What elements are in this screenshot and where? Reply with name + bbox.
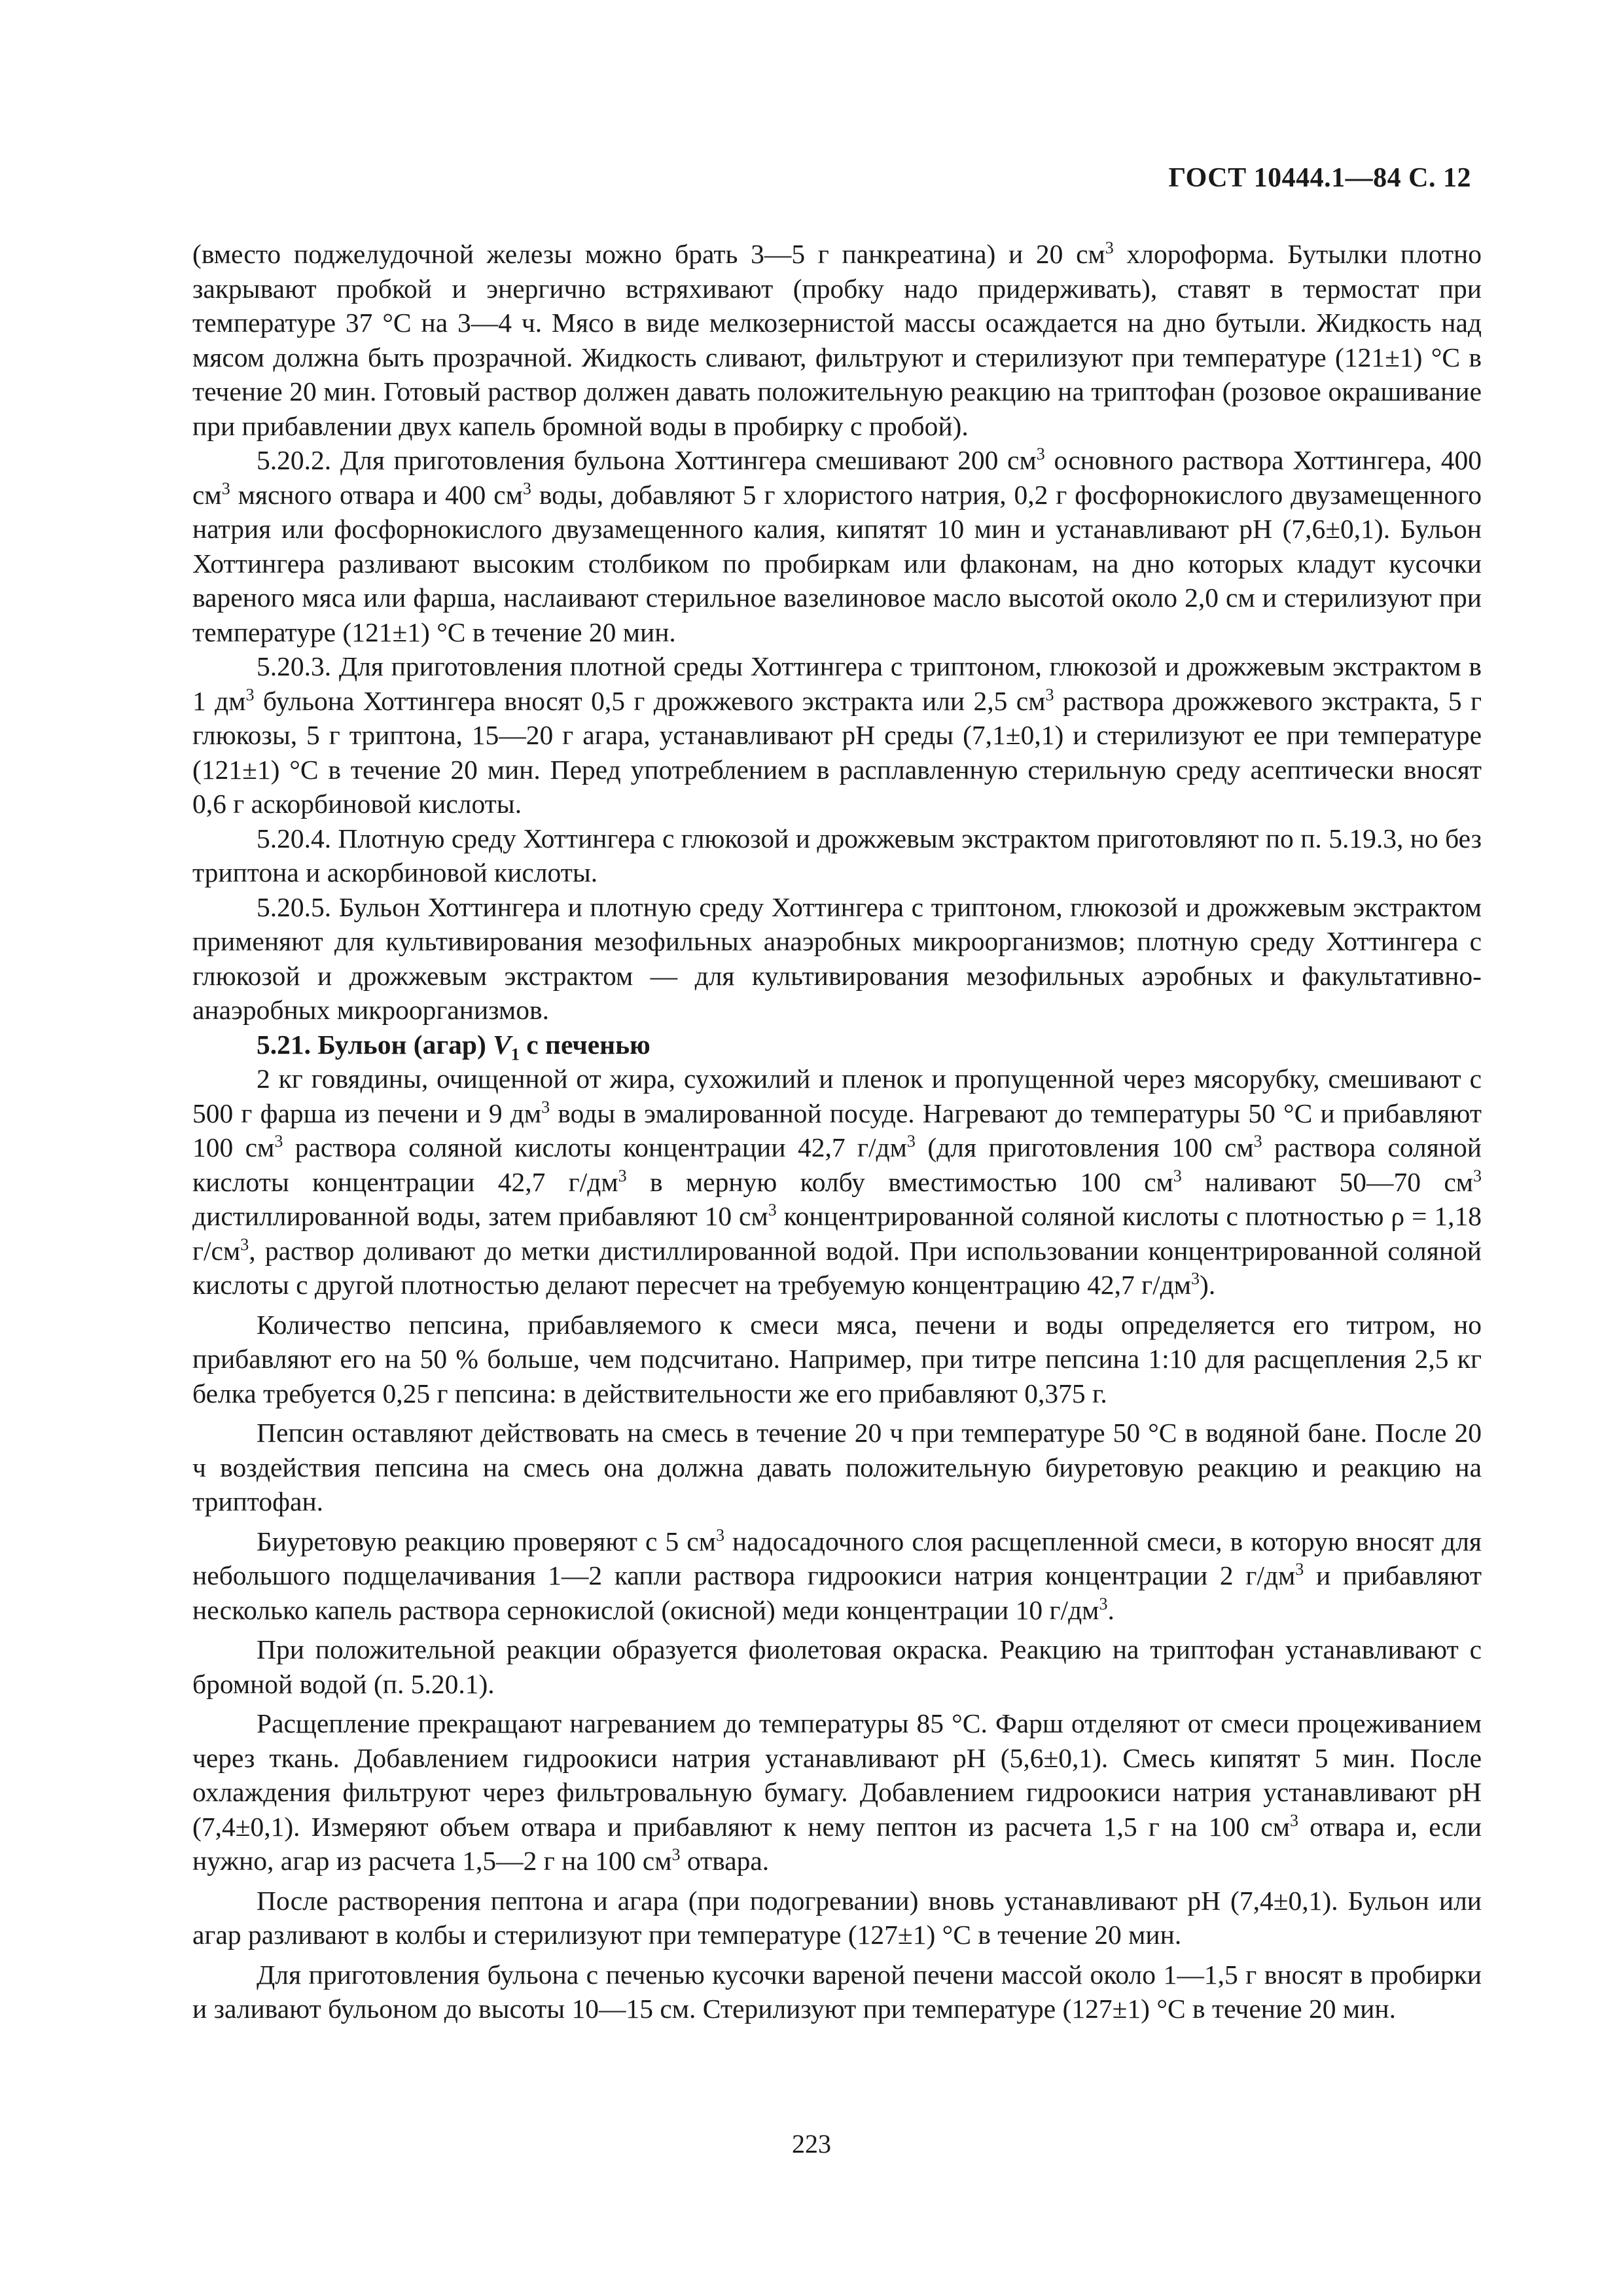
text-run: ). [1200, 1270, 1216, 1300]
text-run: наливают 50—70 см [1181, 1166, 1473, 1197]
superscript: 3 [1036, 444, 1045, 464]
superscript: 3 [1105, 238, 1114, 258]
superscript: 3 [1473, 1166, 1482, 1185]
superscript: 3 [671, 1845, 681, 1865]
paragraph-5-20-4: 5.20.4. Плотную среду Хоттингера с глюкозой и дрожжевым экстрактом приготовляют по п. 5.19.3, но без триптона и аскорбиновой кислоты. [192, 823, 1482, 888]
heading-symbol: V [493, 1029, 511, 1060]
paragraph-preparation [192, 1062, 1482, 1302]
text-run: в мерную колбу вместимостью 100 см [626, 1166, 1173, 1197]
text-run: раствора соляной кислоты концентрации 42,7 г/дм [283, 1132, 907, 1162]
paragraph-positive-reaction: При положительной реакции образуется фиолетовая окраска. Реакцию на триптофан устанавливают с бромной водой (п. 5.20.1). [192, 1634, 1482, 1699]
text-run: 2 кг говядины, очищенной от жира, сухожилий и пленок и пропущенной через мясорубку, смешивают с 500 г фарша из печени и 9 дм [192, 1064, 1482, 1128]
text-run: (для приготовления 100 см [915, 1132, 1254, 1162]
text-run: раствора соляной кислоты концентрации 42,7 г/дм [192, 1132, 1482, 1197]
superscript: 3 [221, 478, 230, 498]
paragraph-digestion-stop [192, 1706, 1482, 1878]
superscript: 3 [541, 1097, 550, 1117]
paragraph-biuret-test [192, 1524, 1482, 1628]
superscript: 3 [1099, 1594, 1108, 1613]
paragraph-5-20-3 [192, 649, 1482, 821]
text-run: основного раствора Хоттингера, 400 см [192, 445, 1482, 510]
section-heading-5-21 [192, 1028, 1482, 1062]
text-run: . [1107, 1594, 1115, 1625]
page-number: 223 [792, 2129, 831, 2159]
text-run: бульона Хоттингера вносят 0,5 г дрожжевого экстракта или 2,5 см [254, 685, 1046, 716]
text-run: отвара. [680, 1846, 770, 1876]
text-run: отвара и, если нужно, агар из расчета 1,5—2 г на 100 см [192, 1811, 1482, 1876]
page-header: ГОСТ 10444.1—84 С. 12 [1168, 163, 1471, 193]
text-run: , раствор доливают до метки дистиллированной водой. При использовании концентрированной соляной кислоты с другой плотностью делают пересчет на требуемую концентрацию 42,7 г/дм [192, 1235, 1482, 1300]
superscript: 3 [1045, 685, 1054, 704]
heading-text: 5.21. Бульон (агар) [257, 1029, 493, 1060]
text-run: раствора дрожжевого экстракта, 5 г глюкозы, 5 г триптона, 15—20 г агара, устанавливают pH среды (7,1±0,1) и стерилизуют ее при температуре (121±1) °С в течение 20 мин. Перед употреблением в расплавленную стерильную среду асептически вносят 0,6 г аскорбиновой кислоты. [192, 685, 1482, 819]
superscript: 3 [522, 478, 531, 498]
superscript: 3 [1295, 1560, 1304, 1579]
text-run: мясного отвара и 400 см [230, 479, 523, 510]
text-run: надосадочного слоя расщепленной смеси, в которую вносят для небольшого подщелачивания 1—2 капли раствора гидроокиси натрия концентрации 2 г/дм [192, 1526, 1482, 1590]
text-run: и прибавляют несколько капель раствора сернокислой (окисной) меди концентрации 10 г/дм [192, 1560, 1482, 1625]
text-run: воды, добавляют 5 г хлористого натрия, 0,2 г фосфорнокислого двузамещенного натрия или фосфорнокислого двузамещенного калия, кипятят 10 мин и устанавливают pH (7,6±0,1). Бульон Хоттингера разливают высоким столбиком по пробиркам или флаконам, на дно которых кладут кусочки вареного мяса или фарша, наслаивают стерильное вазелиновое масло высотой около 2,0 см и стерилизуют при температуре (121±1) °С в течение 20 мин. [192, 479, 1482, 647]
text-run: 5.20.3. Для приготовления плотной среды Хоттингера с триптоном, глюкозой и дрожжевым экстрактом в 1 дм [192, 651, 1482, 716]
superscript: 3 [715, 1525, 724, 1545]
text-run: воды в эмалированной посуде. Нагревают до температуры 50 °С и прибавляют 100 см [192, 1098, 1482, 1162]
superscript: 3 [240, 1234, 249, 1254]
text-run: хлороформа. Бутылки плотно закрывают пробкой и энергично встряхивают (пробку надо придерживать), ставят в термостат при температуре 37 °С на 3—4 ч. Мясо в виде мелкозернистой массы осаждается на дно бутыли. Жидкость над мясом должна быть прозрачной. Жидкость сливают, фильтруют и стерилизуют при температуре (121±1) °С в течение 20 мин. Готовый раствор должен давать положительную реакцию на триптофан (розовое окрашивание при прибавлении двух капель бромной воды в пробирку с пробой). [192, 239, 1482, 441]
superscript: 3 [1191, 1269, 1200, 1289]
heading-text: с печенью [519, 1029, 651, 1060]
paragraph-5-20-2 [192, 443, 1482, 649]
subscript: 1 [510, 1044, 520, 1064]
superscript: 3 [1253, 1132, 1262, 1151]
superscript: 3 [768, 1200, 777, 1220]
superscript: 3 [1173, 1166, 1182, 1185]
superscript: 3 [906, 1132, 916, 1151]
text-run: 5.20.2. Для приготовления бульона Хоттингера смешивают 200 см [257, 445, 1037, 475]
text-run: дистиллированной воды, затем прибавляют 10 см [192, 1201, 768, 1231]
paragraph-pepsin-action: Пепсин оставляют действовать на смесь в течение 20 ч при температуре 50 °С в водяной бане. После 20 ч воздействия пепсина на смесь она должна давать положительную биуретовую реакцию и реакцию на триптофан. [192, 1418, 1482, 1516]
paragraph-sterilization: После растворения пептона и агара (при подогревании) вновь устанавливают pH (7,4±0,1). Бульон или агар разливают в колбы и стерилизуют при температуре (127±1) °С в течение 20 мин. [192, 1885, 1482, 1950]
text-run: Биуретовую реакцию проверяют с 5 см [257, 1526, 716, 1556]
text-run: (вместо поджелудочной железы можно брать 3—5 г панкреатина) и 20 см [192, 239, 1105, 269]
superscript: 3 [1290, 1810, 1299, 1830]
paragraph-5-20-5: 5.20.5. Бульон Хоттингера и плотную среду Хоттингера с триптоном, глюкозой и дрожжевым экстрактом применяют для культивирования мезофильных анаэробных микроорганизмов; плотную среду Хоттингера с глюкозой и дрожжевым экстрактом — для культивирования мезофильных аэробных и факультативно-анаэробных микроорганизмов. [192, 891, 1482, 1025]
text-run: концентрированной соляной кислоты с плотностью ρ = 1,18 г/см [192, 1201, 1482, 1266]
superscript: 3 [245, 685, 255, 704]
superscript: 3 [618, 1166, 627, 1185]
paragraph-pepsin-amount: Количество пепсина, прибавляемого к смеси мяса, печени и воды определяется его титром, но прибавляют его на 50 % больше, чем подсчитано. Например, при титре пепсина 1:10 для расщепления 2,5 кг белка требуется 0,25 г пепсина: в действительности же его прибавляют 0,375 г. [192, 1309, 1482, 1408]
text-run: Расщепление прекращают нагреванием до температуры 85 °С. Фарш отделяют от смеси процеживанием через ткань. Добавлением гидроокиси натрия устанавливают pH (5,6±0,1). Смесь кипятят 5 мин. После охлаждения фильтруют через фильтровальную бумагу. Добавлением гидроокиси натрия устанавливают pH (7,4±0,1). Измеряют объем отвара и прибавляют к нему пептон из расчета 1,5 г на 100 см [192, 1708, 1482, 1842]
superscript: 3 [274, 1132, 283, 1151]
paragraph-liver-broth: Для приготовления бульона с печенью кусочки вареной печени массой около 1—1,5 г вносят в пробирки и заливают бульоном до высоты 10—15 см. Стерилизуют при температуре (127±1) °С в течение 20 мин. [192, 1959, 1482, 2024]
document-body [192, 237, 1482, 2026]
paragraph-continuation [192, 237, 1482, 443]
